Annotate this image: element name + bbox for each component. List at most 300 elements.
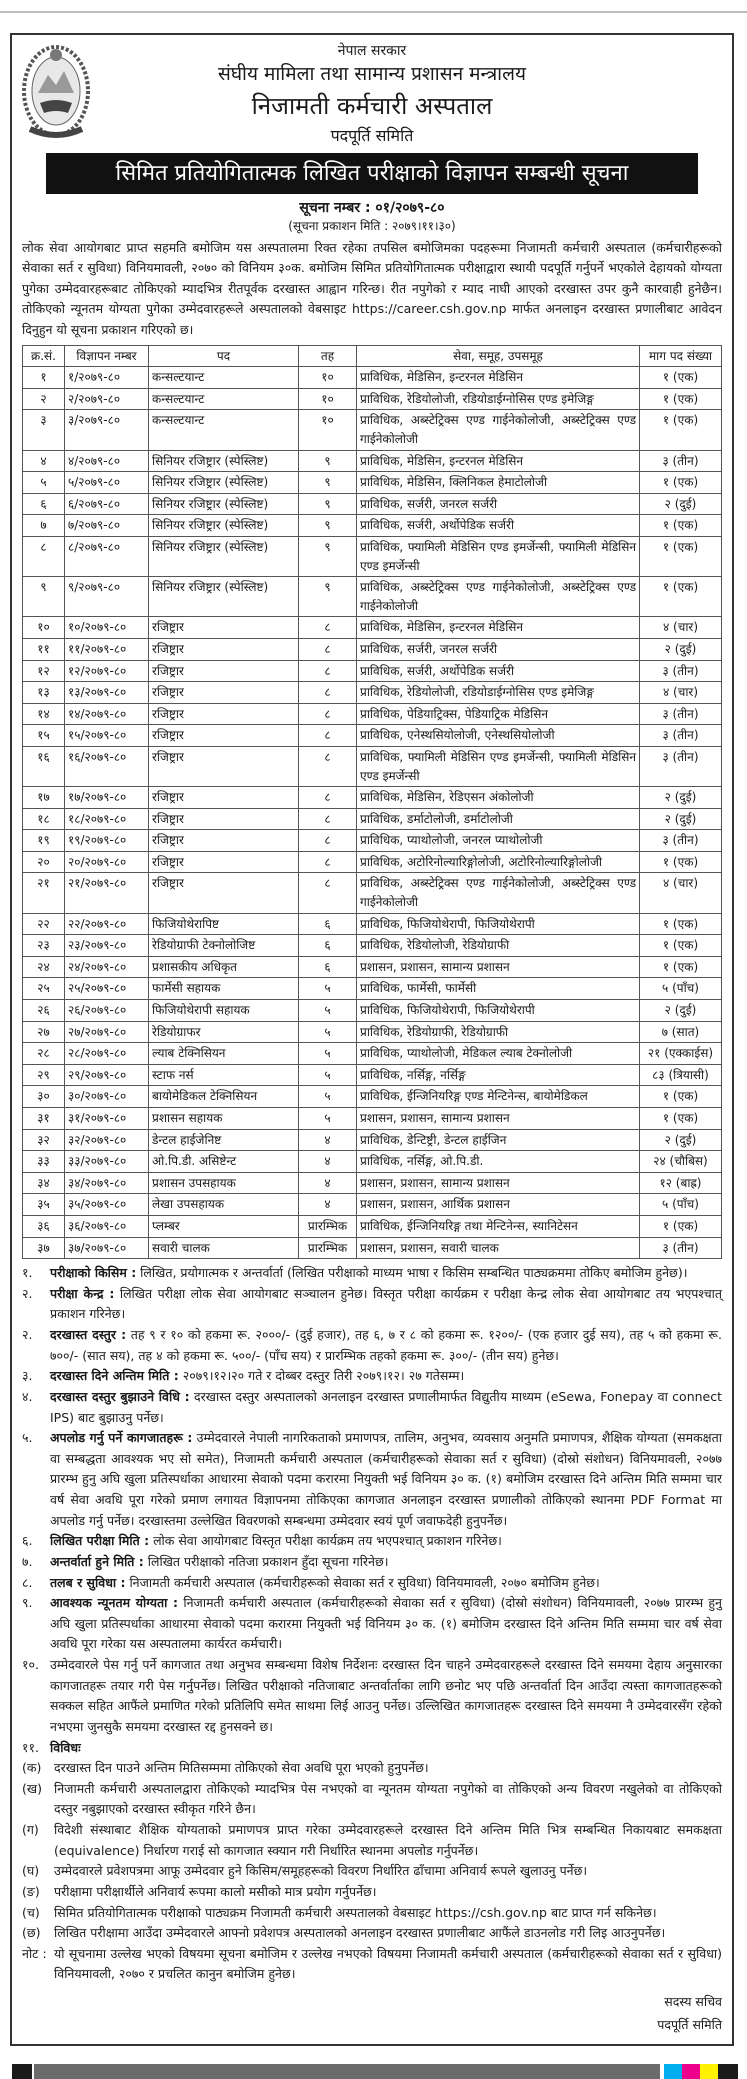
cell-post: सिनियर रजिष्ट्रार (स्पेस्लिष्ट) [149,472,299,494]
cell-serial: २६ [23,1000,65,1022]
cell-serial: २९ [23,1064,65,1086]
table-row [23,1129,722,1151]
cell-service-group: प्राविधिक, नर्सिङ्ग, ओ.पि.डी. [357,1151,640,1173]
cell-serial: ७ [23,515,65,537]
table-row [23,472,722,494]
note-text [50,1655,722,1738]
note-number: १०. [22,1657,39,1673]
cell-serial: ९ [23,577,65,617]
cell-ad-number: १९/२०७९-८० [65,830,149,852]
cell-serial: १७ [23,787,65,809]
cell-service-group: प्राविधिक, फार्मेसी, फार्मेसी [357,978,640,1000]
note-label: दरखास्त दस्तुर बुझाउने विधि : [50,1388,190,1404]
cell-post: रजिष्ट्रार [149,851,299,873]
cell-service-group: प्राविधिक, मेडिसिन, इन्टरनल मेडिसिन [357,450,640,472]
table-row [23,577,722,617]
cell-post: ल्याब टेक्निसियन [149,1043,299,1065]
cell-vacancies: २ (दुई) [640,1129,722,1151]
table-row [23,1000,722,1022]
note-label: तलब र सुविधा : [50,1574,126,1590]
cell-ad-number: २२/२०७९-८० [65,913,149,935]
note-body: लिखित परीक्षाको नतिजा प्रकाशन हुँदा सूचना गरिनेछ। [143,1553,389,1569]
cell-ad-number: १२/२०७९-८० [65,660,149,682]
cell-level: ५ [299,1086,357,1108]
note-text [50,1593,722,1655]
cell-ad-number: ३५/२०७९-८० [65,1194,149,1216]
cell-ad-number: १६/२०७९-८० [65,746,149,786]
misc-marker: नोट : [22,1945,47,1961]
cell-service-group: प्राविधिक, अटोरिनोल्यारिङ्गोलोजी, अटोरिनोल्यारिङ्गोलोजी [357,851,640,873]
misc-item [22,1923,722,1944]
cell-vacancies: १ (एक) [640,577,722,617]
header-vacancies: माग पद संख्या [640,345,722,367]
cell-service-group: प्राविधिक, फ्यामिली मेडिसिन एण्ड इमर्जेन्सी, फ्यामिली मेडिसिन एण्ड इमर्जेन्सी [357,536,640,576]
cell-post: रजिष्ट्रार [149,808,299,830]
note-label: विविधः [50,1739,81,1755]
cell-level: ५ [299,978,357,1000]
cell-post: प्लम्बर [149,1215,299,1237]
note-item [22,1263,722,1284]
misc-marker: (च) [22,1904,40,1920]
signature-block [22,1991,722,2036]
cell-vacancies: ३ (तीन) [640,725,722,747]
cell-service-group: प्रशासन, प्रशासन, आर्थिक प्रशासन [357,1194,640,1216]
cell-post: कन्सल्टयान्ट [149,410,299,450]
misc-marker: (ख) [22,1780,42,1796]
cell-level: ८ [299,703,357,725]
cell-ad-number: १५/२०७९-८० [65,725,149,747]
cell-post: स्टाफ नर्स [149,1064,299,1086]
cell-serial: २० [23,851,65,873]
misc-marker: (छ) [22,1925,41,1941]
cell-level: ८ [299,617,357,639]
cell-post: रजिष्ट्रार [149,830,299,852]
cell-level: ८ [299,787,357,809]
cell-vacancies: १ (एक) [640,515,722,537]
cell-post: लेखा उपसहायक [149,1194,299,1216]
cell-service-group: प्राविधिक, ईन्जिनियरिङ्ग तथा मेन्टिनेन्स, स्यानिटेसन [357,1215,640,1237]
cell-serial: १ [23,367,65,389]
note-body: तह ९ र १० को हकमा रू. २०००/- (दुई हजार), तह ६, ७ र ८ को हकमा रू. १२००/- (एक हजार दुई सय), तह ५ को हकमा रू. ७००/- (सात सय), तह ४ को हकमा रू. ५००/- (पाँच सय) र प्रारम्भिक तहको हकमा रू. ३००/- (तीन सय) हुनेछ। [50,1327,722,1363]
cell-vacancies: २ (दुई) [640,787,722,809]
cell-post: रजिष्ट्रार [149,746,299,786]
note-number: १. [22,1265,33,1281]
note-number: ७. [22,1553,33,1569]
cell-service-group: प्राविधिक, अब्स्टेट्रिक्स एण्ड गाईनेकोलोजी, अब्स्टेट्रिक्स एण्ड गाईनेकोलोजी [357,410,640,450]
cell-ad-number: २५/२०७९-८० [65,978,149,1000]
cell-service-group: प्राविधिक, डेन्टिष्ट्री, डेन्टल हाईजिन [357,1129,640,1151]
note-text [50,1428,722,1531]
cell-ad-number: ५/२०७९-८० [65,472,149,494]
notice-frame [10,33,734,2046]
cell-level: ५ [299,1043,357,1065]
cell-service-group: प्राविधिक, प्याथोलोजी, जनरल प्याथोलोजी [357,830,640,852]
cell-level: ८ [299,873,357,913]
cell-vacancies: ७ (सात) [640,1021,722,1043]
table-row [23,787,722,809]
cell-post: सिनियर रजिष्ट्रार (स्पेस्लिष्ट) [149,536,299,576]
cell-serial: १२ [23,660,65,682]
misc-item [22,1779,722,1820]
cell-post: कन्सल्टयान्ट [149,388,299,410]
cell-ad-number: ३४/२०७९-८० [65,1172,149,1194]
cell-ad-number: २६/२०७९-८० [65,1000,149,1022]
cell-serial: २८ [23,1043,65,1065]
cell-post: सिनियर रजिष्ट्रार (स्पेस्लिष्ट) [149,450,299,472]
cell-serial: १६ [23,746,65,786]
table-row [23,1043,722,1065]
cell-service-group: प्राविधिक, एनेस्थसियोलोजी, एनेस्थसियोलोजी [357,725,640,747]
cell-level: १० [299,367,357,389]
cell-post: प्रशासकीय अधिकृत [149,956,299,978]
cell-serial: ५ [23,472,65,494]
cell-vacancies: १२ (बाह्र) [640,1172,722,1194]
cell-vacancies: ४ (चार) [640,873,722,913]
misc-marker: (ङ) [22,1883,40,1899]
cell-level: ९ [299,472,357,494]
cell-service-group: प्राविधिक, प्याथोलोजी, मेडिकल ल्याब टेक्नोलोजी [357,1043,640,1065]
cell-ad-number: २४/२०७९-८० [65,956,149,978]
header-post: पद [149,345,299,367]
cell-post: प्रशासन उपसहायक [149,1172,299,1194]
table-row [23,638,722,660]
table-row [23,1021,722,1043]
cell-service-group: प्राविधिक, सर्जरी, जनरल सर्जरी [357,493,640,515]
cell-post: प्रशासन सहायक [149,1108,299,1130]
color-strip [0,2064,747,2079]
cell-level: ५ [299,1000,357,1022]
cell-level: प्रारम्भिक [299,1237,357,1259]
note-body: २०७९।१२।२० गते र दोब्बर दस्तुर तिरी २०७९।१२। २७ गतेसम्म। [178,1368,465,1384]
misc-item [22,1820,722,1861]
ministry-name: संघीय मामिला तथा सामान्य प्रशासन मन्त्रालय [217,63,527,86]
cell-serial: ११ [23,638,65,660]
cell-ad-number: ३६/२०७९-८० [65,1215,149,1237]
table-row [23,1215,722,1237]
cell-post: रजिष्ट्रार [149,873,299,913]
cell-post: रेडियोग्राफी टेक्नोलोजिष्ट [149,935,299,957]
misc-text: यो सूचनामा उल्लेख भएको विषयमा सूचना बमोजिम र उल्लेख नभएको विषयमा निजामती कर्मचारी अस्पताल (कर्मचारीहरूको सेवाका सर्त र सुविधा) विनियमावली, २०७० र प्रचलित कानुन बमोजिम हुनेछ। [54,1945,722,1982]
cell-vacancies: ३ (तीन) [640,746,722,786]
cell-vacancies: ३ (तीन) [640,660,722,682]
intro-paragraph: लोक सेवा आयोगबाट प्राप्त सहमति बमोजिम यस अस्पतालमा रिक्त रहेका तपसिल बमोजिमका पदहरूमा निजामती कर्मचारी अस्पताल (कर्मचारीहरूको सेवाका सर्त र सुविधा) विनियमावली, २०७० को विनियम ३०क. बमोजिम सिमित प्रतियोगितात्मक परीक्षाद्वारा स्थायी पदपूर्ति गर्नुपर्ने भएकोले देहायको योग्यता पुगेका उम्मेदवारहरूबाट तोकिएको म्यादभित्र रीतपूर्वक दरखास्त आह्वान गरिन्छ। रीत नपुगेको र म्याद नाघी आएको दरखास्त उपर कुनै कारवाही हुनेछैन। तोकिएको न्यूनतम योग्यता पुगेका उम्मेदवारहरूले अस्पतालको वेबसाइट https://career.csh.gov.np मार्फत अनलाइन दरखास्त प्रणालीबाट आवेदन दिनुहुन यो सूचना प्रकाशन गरिएको छ। [22,239,722,338]
cell-ad-number: १०/२०७९-८० [65,617,149,639]
cell-vacancies: २४ (चौबिस) [640,1151,722,1173]
cell-service-group: प्राविधिक, रेडियोलोजी, रडियोडाईग्नोसिस एण्ड इमेजिङ्ग [357,388,640,410]
cell-vacancies: ४ (चार) [640,682,722,704]
note-item [22,1531,722,1552]
note-text [50,1387,722,1428]
note-body: उम्मेदवारले नेपाली नागरिकताको प्रमाणपत्र, तालिम, अनुभव, व्यवसाय अनुमति प्रमाणपत्र, शैक्षिक योग्यता (समकक्षता वा सम्बद्धता आवश्यक भए सो समेत), निजामती कर्मचारी अस्पताल (कर्मचारीहरूको सेवाका सर्त र सुविधा) (दोस्रो संशोधन) विनियमावली, २०७७ प्रारम्भ हुनु अघि खुला प्रतिस्पर्धाका आधारमा सेवाको पदमा करारमा नियुक्ती भई विनियम ३० क. (१) बमोजिम दरखास्त दिने अन्तिम मिति सम्ममा चार वर्ष सेवा अवधि पूरा गरेको प्रमाण लगायत विज्ञापनमा तोकिएका कागजात अनलाइन दरखास्त प्रणालीको तोकिएको स्थानमा PDF Format मा अपलोड गर्नु पर्नेछ। दरखास्तमा उल्लेखित विवरणको सम्बन्धमा उम्मेदवार स्वयं पूर्ण जवाफदेही हुनुपर्नेछ। [50,1430,722,1528]
note-body: दरखास्त दस्तुर अस्पतालको अनलाइन दरखास्त प्रणालीमार्फत विद्युतीय माध्यम (eSewa, Fonepay वा connect IPS) बाट बुझाउनु पर्नेछ। [50,1388,722,1425]
cell-vacancies: १ (एक) [640,367,722,389]
cell-serial: १८ [23,808,65,830]
note-label: अन्तर्वार्ता हुने मिति : [50,1553,144,1569]
cell-ad-number: २/२०७९-८० [65,388,149,410]
cell-post: रेडियोग्राफर [149,1021,299,1043]
cell-post: रजिष्ट्रार [149,725,299,747]
cell-post: रजिष्ट्रार [149,682,299,704]
cell-post: सिनियर रजिष्ट्रार (स्पेस्लिष्ट) [149,515,299,537]
note-item [22,1387,722,1428]
cell-service-group: प्राविधिक, पेडियाट्रिक्स, पेडियाट्रिक मेडिसिन [357,703,640,725]
cell-level: ५ [299,1064,357,1086]
table-row [23,1108,722,1130]
cell-service-group: प्राविधिक, नर्सिङ्ग, नर्सिङ्ग [357,1064,640,1086]
header-ad-number: विज्ञापन नम्बर [65,345,149,367]
cell-ad-number: १८/२०७९-८० [65,808,149,830]
note-text [50,1325,722,1366]
cell-serial: ८ [23,536,65,576]
cell-serial: ३० [23,1086,65,1108]
cell-level: ८ [299,851,357,873]
cell-post: कन्सल्टयान्ट [149,367,299,389]
table-row [23,808,722,830]
table-row [23,536,722,576]
cell-vacancies: ४ (चार) [640,617,722,639]
misc-text: सिमित प्रतियोगितात्मक परीक्षाको पाठ्यक्रम निजामती कर्मचारी अस्पतालको वेबसाइट https://csh.gov.np बाट प्राप्त गर्न सकिनेछ। [54,1904,657,1920]
misc-item [22,1882,722,1903]
cell-ad-number: ३२/२०७९-८० [65,1129,149,1151]
cell-level: १० [299,388,357,410]
cell-vacancies: २ (दुई) [640,1000,722,1022]
header-service-group: सेवा, समूह, उपसमूह [357,345,640,367]
cell-serial: ६ [23,493,65,515]
cell-vacancies: १ (एक) [640,472,722,494]
note-body: उम्मेदवारले पेस गर्नु पर्ने कागजात तथा अनुभव सम्बन्धमा विशेष निर्देशनः दरखास्त दिन चाहने उम्मेदवारहरूले दरखास्त दिने समयमा देहाय अनुसारका कागजातहरू तयार गरी पेस गर्नुपर्नेछ। लिखित परीक्षाको नतिजाबाट अन्तर्वार्ताका लागि छनोट भए पछि अन्तर्वार्ता दिन आउँदा त्यस्ता कागजातहरूको सक्कल सहित आफैंले प्रमाणित गरेको प्रतिलिपि समेत साथमा लिई आउनु पर्नेछ। उल्लिखित कागजातहरू दरखास्त दिने समयमा नै उम्मेदवारसँग रहेको नभएमा जुनसुकै समयमा दरखास्त रद्द हुनसक्ने छ। [50,1657,722,1734]
cell-ad-number: ४/२०७९-८० [65,450,149,472]
note-item [22,1366,722,1387]
note-label: परीक्षा केन्द्र : [50,1285,115,1301]
table-row [23,1237,722,1259]
cell-ad-number: ३७/२०७९-८० [65,1237,149,1259]
cell-service-group: प्राविधिक, ईन्जिनियरिङ्ग एण्ड मेन्टिनेन्स, बायोमेडिकल [357,1086,640,1108]
cell-serial: ४ [23,450,65,472]
cell-serial: ३५ [23,1194,65,1216]
table-row [23,410,722,450]
cell-level: ८ [299,725,357,747]
cell-post: रजिष्ट्रार [149,703,299,725]
note-body: लोक सेवा आयोगबाट विस्तृत परीक्षा कार्यक्रम तय भएपश्चात् प्रकाशन गरिनेछ। [149,1533,502,1549]
cell-vacancies: २१ (एक्काईस) [640,1043,722,1065]
cell-service-group: प्राविधिक, सर्जरी, अर्थोपेडिक सर्जरी [357,515,640,537]
cell-level: प्रारम्भिक [299,1215,357,1237]
cell-serial: १० [23,617,65,639]
note-text [50,1284,722,1325]
table-row [23,746,722,786]
misc-item [22,1903,722,1924]
vacancy-table [22,345,722,1260]
hospital-name: निजामती कर्मचारी अस्पताल [251,91,493,120]
cell-level: ९ [299,515,357,537]
cell-vacancies: ३ (तीन) [640,830,722,852]
cell-level: ६ [299,935,357,957]
cell-ad-number: ३/२०७९-८० [65,410,149,450]
cell-ad-number: २८/२०७९-८० [65,1043,149,1065]
note-number: २. [22,1327,33,1343]
cell-level: ९ [299,493,357,515]
cell-level: १० [299,410,357,450]
cell-vacancies: २ (दुई) [640,638,722,660]
note-item [22,1738,722,1759]
publish-date: (सूचना प्रकाशन मिति : २०७९।११।३०) [288,219,456,234]
color-strip-black-right [718,2064,738,2079]
table-row [23,1172,722,1194]
cell-service-group: प्राविधिक, डर्माटोलोजी, डर्माटोलोजी [357,808,640,830]
signatory-title: सदस्य सचिव [664,1994,722,2010]
cell-level: ९ [299,450,357,472]
note-body: निजामती कर्मचारी अस्पताल (कर्मचारीहरूको सेवाका सर्त र सुविधा) विनियमावली, २०७० बमोजिम हुनेछ। [125,1574,600,1590]
cell-level: ६ [299,913,357,935]
note-text [50,1738,722,1759]
note-text [50,1531,722,1552]
note-item [22,1573,722,1594]
notice-number: सूचना नम्बर : ०१/२०७९-८० [299,199,445,216]
note-body: निजामती कर्मचारी अस्पताल (कर्मचारीहरूको सेवाका सर्त र सुविधा) (दोस्रो संशोधन) विनियमावली, २०७७ प्रारम्भ हुनु अघि खुला प्रतिस्पर्धाका आधारमा सेवाको पदमा करारमा नियुक्ती भई विनियम ३० क. (१) बमोजिम दरखास्त दिने अन्तिम मिति सम्ममा चार वर्ष सेवा अवधि पूरा गरेका यस अस्पतालमा कार्यरत कर्मचारी। [50,1595,722,1652]
government-label: नेपाल सरकार [337,43,407,59]
cell-post: फार्मेसी सहायक [149,978,299,1000]
table-row [23,978,722,1000]
cell-service-group: प्राविधिक, रेडियोलोजी, रडियोडाईग्नोसिस एण्ड इमेजिङ्ग [357,682,640,704]
cell-level: ४ [299,1172,357,1194]
cell-vacancies: २ (दुई) [640,493,722,515]
table-row [23,851,722,873]
misc-text: परीक्षामा परीक्षार्थीले अनिवार्य रूपमा कालो मसीको मात्र प्रयोग गर्नुपर्नेछ। [54,1883,377,1899]
header-serial: क्र.सं. [23,345,65,367]
note-number: ११. [22,1739,39,1755]
table-row [23,1151,722,1173]
cell-serial: २ [23,388,65,410]
cell-vacancies: ३ (तीन) [640,1237,722,1259]
cell-post: डेन्टल हाईजेनिष्ट [149,1129,299,1151]
cell-vacancies: १ (एक) [640,1086,722,1108]
note-label: दरखास्त दस्तुर : [50,1327,127,1343]
cell-ad-number: ३०/२०७९-८० [65,1086,149,1108]
cell-service-group: प्राविधिक, मेडिसिन, क्लिनिकल हेमाटोलोजी [357,472,640,494]
misc-item [22,1758,722,1779]
note-body: लिखित, प्रयोगात्मक र अन्तर्वार्ता (लिखित परीक्षाको माध्यम भाषा र किसिम सम्बन्धित पाठ्यक्रममा तोकिए बमोजिम हुनेछ)। [136,1265,688,1281]
cell-serial: २७ [23,1021,65,1043]
cell-serial: १४ [23,703,65,725]
note-number: ३. [22,1368,33,1384]
cell-serial: ३ [23,410,65,450]
cell-post: ओ.पि.डी. असिष्टेन्ट [149,1151,299,1173]
cell-service-group: प्रशासन, प्रशासन, सवारी चालक [357,1237,640,1259]
header-level: तह [299,345,357,367]
cell-post: रजिष्ट्रार [149,617,299,639]
cell-ad-number: २०/२०७९-८० [65,851,149,873]
color-strip-yellow [700,2064,718,2079]
cell-service-group: प्राविधिक, फिजियोथेरापी, फिजियोथेरापी [357,913,640,935]
cell-ad-number: २९/२०७९-८० [65,1064,149,1086]
notes-section [22,1263,722,2036]
table-row [23,682,722,704]
cell-ad-number: १७/२०७९-८० [65,787,149,809]
note-item [22,1552,722,1573]
table-row [23,660,722,682]
note-text [50,1573,722,1594]
cell-vacancies: १ (एक) [640,935,722,957]
cell-ad-number: ३३/२०७९-८० [65,1151,149,1173]
table-row [23,1194,722,1216]
cell-service-group: प्राविधिक, सर्जरी, अर्थोपेडिक सर्जरी [357,660,640,682]
misc-item [22,1944,722,1985]
cell-ad-number: ९/२०७९-८० [65,577,149,617]
cell-post: फिजियोथेरापी सहायक [149,1000,299,1022]
cell-vacancies: ३ (तीन) [640,703,722,725]
table-row [23,956,722,978]
cell-vacancies: ५ (पाँच) [640,1194,722,1216]
table-row [23,1064,722,1086]
table-row [23,725,722,747]
cell-serial: ३७ [23,1237,65,1259]
cell-post: सिनियर रजिष्ट्रार (स्पेस्लिष्ट) [149,577,299,617]
nepal-emblem-logo [20,41,92,149]
cell-vacancies: ५ (पाँच) [640,978,722,1000]
cell-vacancies: २ (दुई) [640,808,722,830]
table-header-row [23,345,722,367]
color-strip-magenta [682,2064,700,2079]
cell-level: ४ [299,1151,357,1173]
misc-marker: (घ) [22,1863,40,1879]
table-row [23,515,722,537]
cell-ad-number: ११/२०७९-८० [65,638,149,660]
cell-serial: २४ [23,956,65,978]
misc-marker: (क) [22,1760,42,1776]
cell-ad-number: २१/२०७९-८० [65,873,149,913]
cell-serial: १३ [23,682,65,704]
note-label: परीक्षाको किसिम : [50,1265,137,1281]
note-number: ८. [22,1574,33,1590]
cell-vacancies: १ (एक) [640,851,722,873]
note-number: ६. [22,1533,33,1549]
cell-serial: ३६ [23,1215,65,1237]
misc-text: दरखास्त दिन पाउने अन्तिम मितिसम्ममा तोकिएको सेवा अवधि पूरा भएको हुनुपर्नेछ। [54,1760,429,1776]
cell-ad-number: १/२०७९-८० [65,367,149,389]
cell-level: ४ [299,1129,357,1151]
color-strip-black [12,2064,32,2079]
cell-vacancies: १ (एक) [640,913,722,935]
cell-ad-number: १३/२०७९-८० [65,682,149,704]
note-item [22,1655,722,1738]
cell-level: ९ [299,577,357,617]
cell-serial: २२ [23,913,65,935]
note-text [50,1263,722,1284]
top-rule [0,11,747,13]
cell-vacancies: १ (एक) [640,388,722,410]
cell-post: बायोमेडिकल टेक्निसियन [149,1086,299,1108]
misc-text: उम्मेदवारले प्रवेशपत्रमा आफू उम्मेदवार हुने किसिम/समूहहरूको विवरण निर्धारित ढाँचामा अनिवार्य रूपले खुलाउनु पर्नेछ। [54,1863,588,1879]
cell-post: फिजियोथेरापिष्ट [149,913,299,935]
cell-service-group: प्राविधिक, मेडिसिन, इन्टरनल मेडिसिन [357,617,640,639]
table-row [23,913,722,935]
misc-marker: (ग) [22,1822,39,1838]
cell-ad-number: ३१/२०७९-८० [65,1108,149,1130]
table-row [23,703,722,725]
notice-title: सिमित प्रतियोगितात्मक लिखित परीक्षाको विज्ञापन सम्बन्धी सूचना [46,153,698,194]
cell-level: ८ [299,682,357,704]
table-row [23,830,722,852]
table-row [23,450,722,472]
note-item [22,1284,722,1325]
cell-vacancies: ८३ (त्रियासी) [640,1064,722,1086]
note-item [22,1428,722,1531]
table-row [23,388,722,410]
cell-serial: २१ [23,873,65,913]
note-number: ४. [22,1388,33,1404]
cell-serial: १५ [23,725,65,747]
cell-service-group: प्राविधिक, रेडियोग्राफी, रेडियोग्राफी [357,1021,640,1043]
